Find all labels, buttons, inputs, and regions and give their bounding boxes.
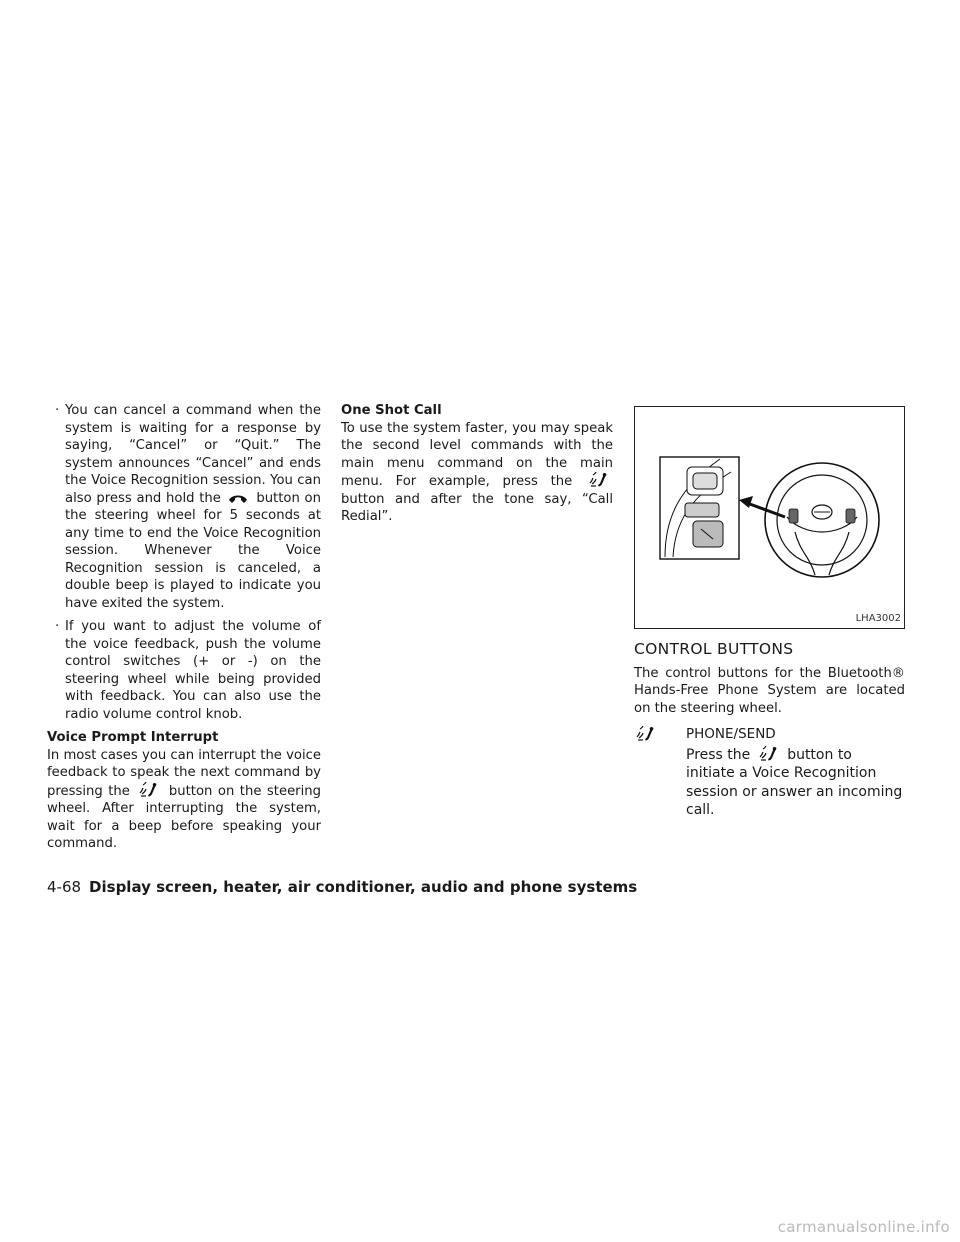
phone-hangup-icon: [228, 493, 248, 505]
paragraph-one-shot-text-b: button and after the tone say, “Call Redial”.: [341, 491, 613, 524]
bullet-cancel: [47, 402, 321, 612]
bullet-cancel-text-a: You can cancel a command when the system is waiting for a response by saying, “Cancel” or “Quit.” The system announces “Cancel” and ends the Voice Recognition session. You can also press and hold the: [65, 403, 321, 506]
section-title-control-buttons: CONTROL BUTTONS: [634, 640, 794, 658]
control-phone-send-name: PHONE/SEND: [686, 726, 776, 742]
control-phone-send-body: [686, 725, 905, 820]
paragraph-interrupt-text-a: In most cases you can interrupt the voice feedback to speak the next command by pressing the: [47, 747, 322, 799]
control-phone-send-desc-a: Press the: [686, 746, 751, 763]
page-number: 4-68: [47, 878, 82, 896]
bullet-cancel-text-b: button on the steering wheel for 5 seconds at any time to end the Voice Recognition session. Whenever the Voice Recognition session is canceled, a double beep is played to indicate you have exited the system.: [65, 490, 321, 611]
heading-one-shot-call: One Shot Call: [341, 403, 442, 418]
bullet-volume: [47, 618, 321, 723]
column-left: [47, 402, 321, 853]
heading-voice-prompt-interrupt: Voice Prompt Interrupt: [47, 730, 219, 745]
paragraph-one-shot-text-a: To use the system faster, you may speak the second level commands with the main menu command on the main menu. For example, press the: [341, 420, 613, 489]
control-phone-send-desc: [686, 746, 905, 820]
column-right: [634, 406, 905, 820]
control-phone-send: [634, 725, 905, 820]
phone-send-icon: [757, 746, 779, 762]
chapter-title: Display screen, heater, air conditioner, audio and phone systems: [89, 878, 638, 896]
steering-wheel-figure: [634, 406, 905, 629]
control-phone-send-desc-b: button to initiate a Voice Recognition session or answer an incoming call.: [686, 746, 903, 818]
watermark: carmanualsonline.info: [777, 1218, 950, 1236]
column-middle: [341, 402, 613, 526]
bullet-volume-text: If you want to adjust the volume of the voice feedback, push the volume control switches (+ or -) on the steering wheel while being provided with feedback. You can also use the radio volume control knob.: [65, 619, 321, 722]
figure-label: LHA3002: [855, 612, 901, 624]
paragraph-interrupt-text-b: button on the steering wheel. After interrupting the system, wait for a beep before speaking your command.: [47, 783, 321, 851]
paragraph-interrupt: [47, 747, 321, 853]
bullet-dot: ·: [55, 403, 60, 418]
paragraph-one-shot: [341, 420, 613, 526]
bullet-dot: ·: [55, 619, 60, 634]
phone-send-icon: [634, 726, 656, 748]
paragraph-control-intro: The control buttons for the Bluetooth® Hands-Free Phone System are located on the steering wheel.: [634, 665, 905, 716]
page-footer: [47, 878, 637, 896]
steering-wheel-illustration: [635, 407, 904, 628]
phone-send-icon: [587, 472, 609, 488]
phone-send-icon: [137, 782, 159, 798]
